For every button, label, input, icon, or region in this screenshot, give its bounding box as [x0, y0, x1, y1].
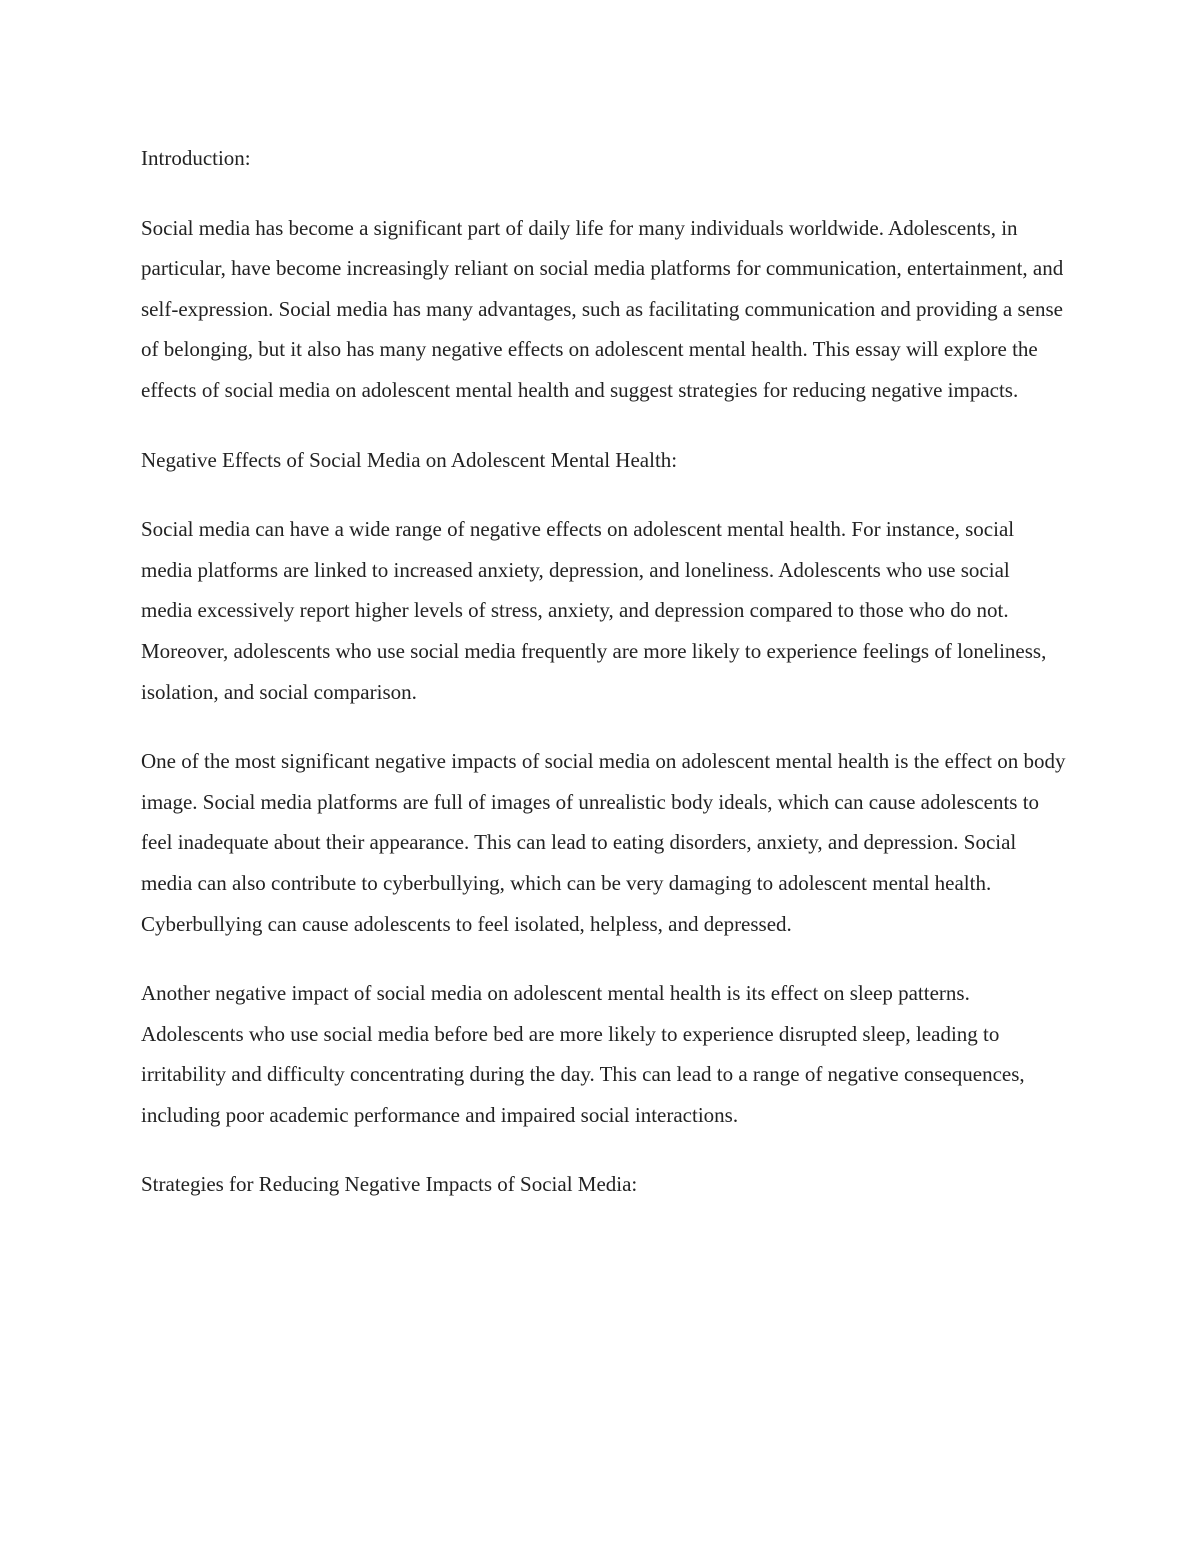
section-heading-introduction: Introduction:	[141, 146, 251, 170]
paragraph-introduction: Social media has become a significant part of daily life for many individuals worldwide. Adolescents, in particular, have become increasingly reliant on social media platforms for communication, entertainment, and self-expression. Social media has many advantages, such as facilitating communication and providing a sense of belonging, but it also has many negative effects on adolescent mental health. This essay will explore the effects of social media on adolescent mental health and suggest strategies for reducing negative impacts.	[141, 215, 1064, 402]
document-body	[141, 138, 1066, 1234]
section-heading-strategies: Strategies for Reducing Negative Impacts of Social Media:	[141, 1172, 638, 1197]
paragraph-body-image: One of the most significant negative impacts of social media on adolescent mental health is the effect on body image. Social media platforms are full of images of unrealistic body ideals, which can cause adolescents to feel inadequate about their appearance. This can lead to eating disorders, anxiety, and depression. Social media can also contribute to cyberbullying, which can be very damaging to adolescent mental health. Cyberbullying can cause adolescents to feel isolated, helpless, and depressed.	[141, 749, 1066, 936]
section-heading-negative-effects: Negative Effects of Social Media on Adolescent Mental Health:	[141, 447, 678, 472]
paragraph-sleep-patterns: Another negative impact of social media on adolescent mental health is its effect on sleep patterns. Adolescents who use social media before bed are more likely to experience disrupted sleep, leading to irritability and difficulty concentrating during the day. This can lead to a range of negative consequences, including poor academic performance and impaired social interactions.	[141, 981, 1025, 1127]
paragraph-negative-effects-overview: Social media can have a wide range of negative effects on adolescent mental health. For instance, social media platforms are linked to increased anxiety, depression, and loneliness. Adolescents who use social media excessively report higher levels of stress, anxiety, and depression compared to those who do not. Moreover, adolescents who use social media frequently are more likely to experience feelings of loneliness, isolation, and social comparison.	[141, 517, 1047, 704]
